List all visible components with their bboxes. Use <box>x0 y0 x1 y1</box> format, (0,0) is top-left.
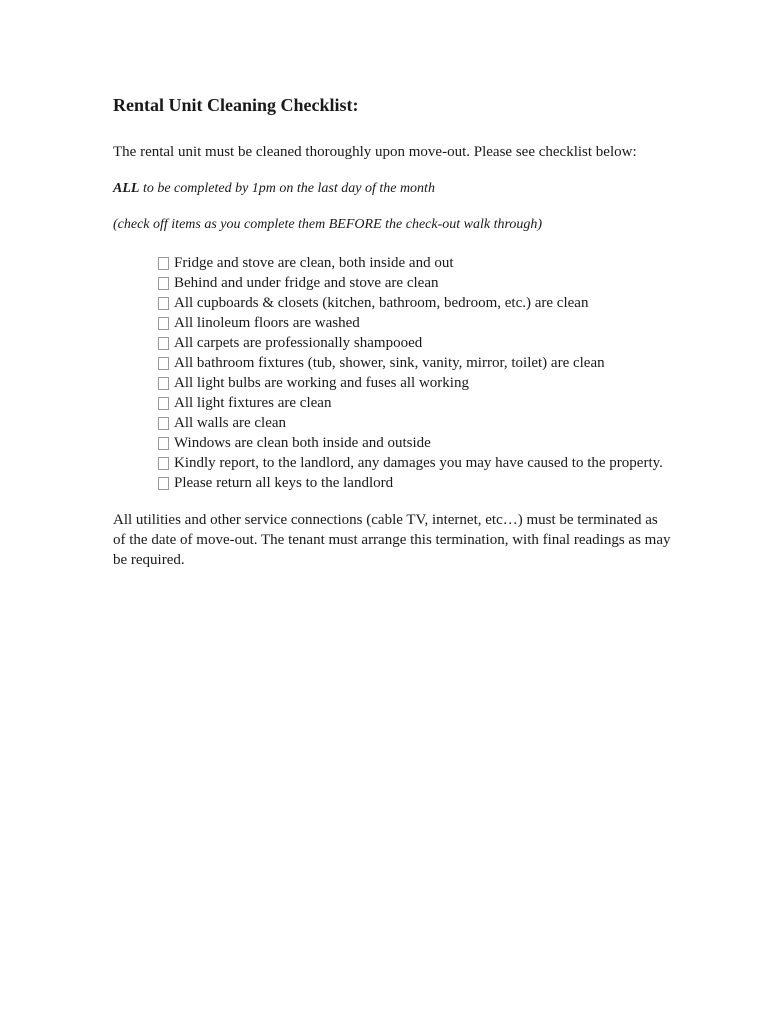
checkbox-icon[interactable] <box>158 277 169 290</box>
checklist-item-label: All light fixtures are clean <box>174 395 332 411</box>
deadline-emphasis: ALL <box>113 181 140 196</box>
checklist-item-label: All walls are clean <box>174 415 287 431</box>
checklist-item[interactable] <box>158 453 673 473</box>
checklist-item-label: All cupboards & closets (kitchen, bathroom, bedroom, etc.) are clean <box>174 295 589 311</box>
checkbox-icon[interactable] <box>158 437 169 450</box>
deadline-note <box>113 179 673 199</box>
utilities-paragraph: All utilities and other service connections (cable TV, internet, etc…) must be terminated as of the date of move-out. The tenant must arrange this termination, with final readings as may be required. <box>113 512 671 568</box>
checkbox-icon[interactable] <box>158 297 169 310</box>
checklist-item[interactable] <box>158 433 673 453</box>
checkbox-icon[interactable] <box>158 457 169 470</box>
checkbox-icon[interactable] <box>158 417 169 430</box>
checklist-item[interactable] <box>158 313 673 333</box>
page-title: Rental Unit Cleaning Checklist: <box>113 95 359 115</box>
checkbox-icon[interactable] <box>158 477 169 490</box>
checklist-item[interactable] <box>158 293 673 313</box>
checklist-item-label: All light bulbs are working and fuses all working <box>174 375 469 391</box>
checklist-item[interactable] <box>158 253 673 273</box>
checklist-item[interactable] <box>158 353 673 373</box>
checklist-item-label: Please return all keys to the landlord <box>174 475 394 491</box>
checklist-item-label: All bathroom fixtures (tub, shower, sink, vanity, mirror, toilet) are clean <box>174 355 605 371</box>
deadline-text: to be completed by 1pm on the last day of the month <box>139 181 435 196</box>
checklist-item[interactable] <box>158 473 673 493</box>
checklist-item-label: Kindly report, to the landlord, any damages you may have caused to the property. <box>174 455 663 471</box>
checklist-item-label: Fridge and stove are clean, both inside and out <box>174 255 454 271</box>
checkbox-icon[interactable] <box>158 357 169 370</box>
checklist-item[interactable] <box>158 273 673 293</box>
intro-paragraph: The rental unit must be cleaned thoroughly upon move-out. Please see checklist below: <box>113 144 637 160</box>
checkbox-icon[interactable] <box>158 397 169 410</box>
cleaning-checklist <box>158 253 673 493</box>
checklist-item-label: All linoleum floors are washed <box>174 315 360 331</box>
checklist-item[interactable] <box>158 413 673 433</box>
checkbox-icon[interactable] <box>158 317 169 330</box>
checklist-item[interactable] <box>158 393 673 413</box>
document-page <box>113 92 673 570</box>
instruction-note: (check off items as you complete them BEFORE the check-out walk through) <box>113 217 543 232</box>
checklist-item[interactable] <box>158 373 673 393</box>
checkbox-icon[interactable] <box>158 337 169 350</box>
checklist-item-label: All carpets are professionally shampooed <box>174 335 423 351</box>
checkbox-icon[interactable] <box>158 377 169 390</box>
checkbox-icon[interactable] <box>158 257 169 270</box>
checklist-item[interactable] <box>158 333 673 353</box>
checklist-item-label: Behind and under fridge and stove are clean <box>174 275 439 291</box>
checklist-item-label: Windows are clean both inside and outside <box>174 435 431 451</box>
